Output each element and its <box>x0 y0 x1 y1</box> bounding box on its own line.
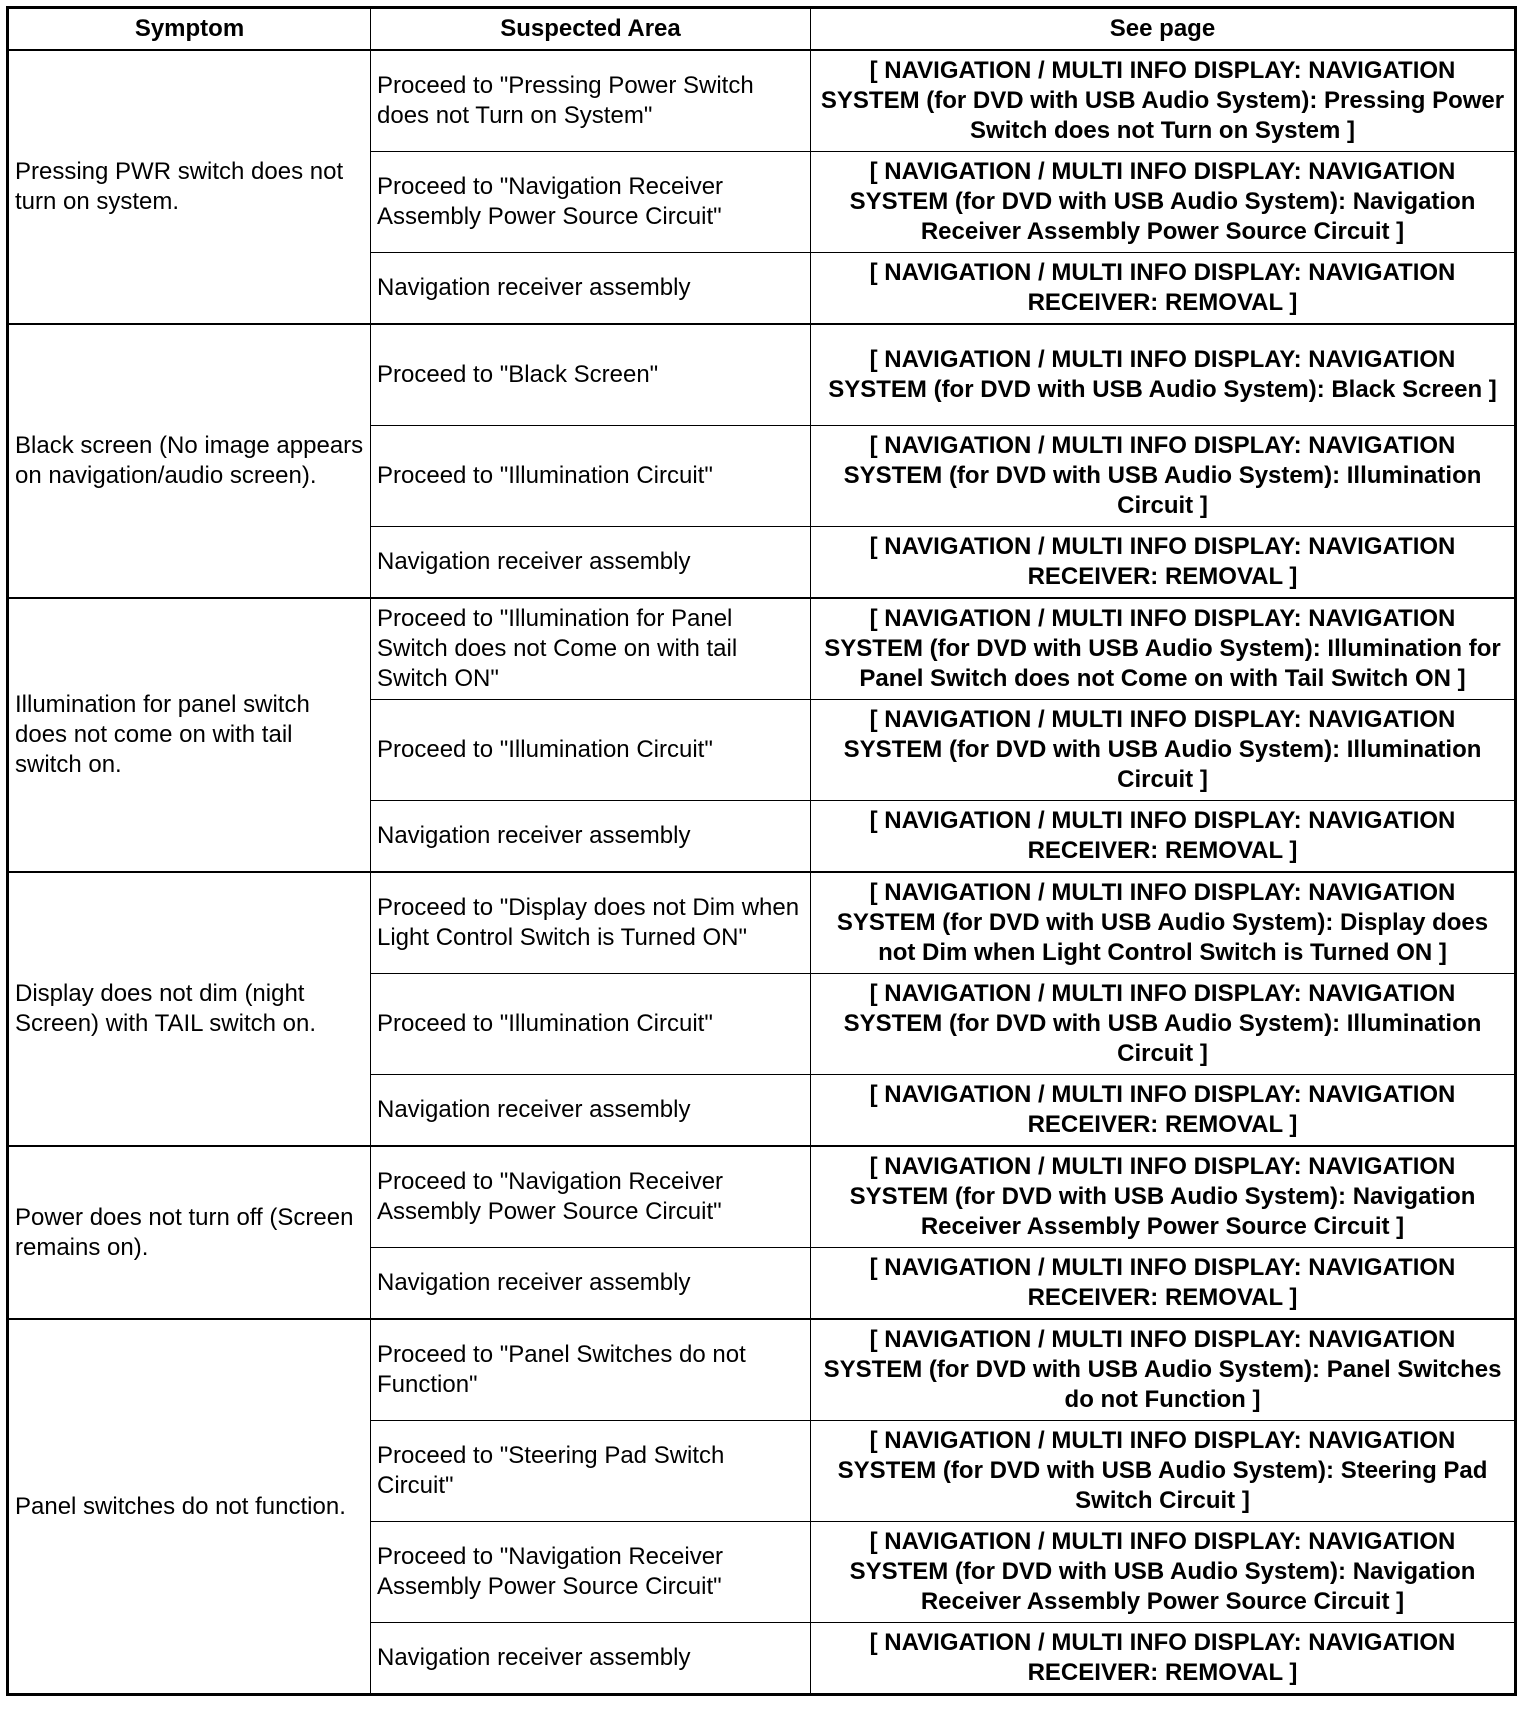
suspected-area-cell: Navigation receiver assembly <box>371 1623 811 1695</box>
suspected-area-cell: Navigation receiver assembly <box>371 1075 811 1147</box>
see-page-link[interactable]: [ NAVIGATION / MULTI INFO DISPLAY: NAVIGATION SYSTEM (for DVD with USB Audio System): Display does not Dim when Light Control Switch is Turned ON ] <box>811 872 1516 974</box>
see-page-link[interactable]: [ NAVIGATION / MULTI INFO DISPLAY: NAVIGATION SYSTEM (for DVD with USB Audio System): Navigation Receiver Assembly Power Source Circuit ] <box>811 152 1516 253</box>
header-row <box>8 8 1516 51</box>
see-page-link[interactable]: [ NAVIGATION / MULTI INFO DISPLAY: NAVIGATION SYSTEM (for DVD with USB Audio System): Illumination Circuit ] <box>811 974 1516 1075</box>
suspected-area-cell: Proceed to "Display does not Dim when Light Control Switch is Turned ON" <box>371 872 811 974</box>
see-page-link[interactable]: [ NAVIGATION / MULTI INFO DISPLAY: NAVIGATION SYSTEM (for DVD with USB Audio System): Illumination for Panel Switch does not Come on with Tail Switch ON ] <box>811 598 1516 700</box>
suspected-area-cell: Proceed to "Pressing Power Switch does not Turn on System" <box>371 50 811 152</box>
suspected-area-cell: Proceed to "Steering Pad Switch Circuit" <box>371 1421 811 1522</box>
suspected-area-cell: Navigation receiver assembly <box>371 1248 811 1320</box>
header-symptom: Symptom <box>8 8 371 51</box>
see-page-link[interactable]: [ NAVIGATION / MULTI INFO DISPLAY: NAVIGATION RECEIVER: REMOVAL ] <box>811 253 1516 325</box>
table-header <box>8 8 1516 51</box>
symptom-cell: Black screen (No image appears on navigation/audio screen). <box>8 324 371 598</box>
suspected-area-cell: Proceed to "Navigation Receiver Assembly Power Source Circuit" <box>371 1522 811 1623</box>
symptom-cell: Display does not dim (night Screen) with TAIL switch on. <box>8 872 371 1146</box>
see-page-link[interactable]: [ NAVIGATION / MULTI INFO DISPLAY: NAVIGATION RECEIVER: REMOVAL ] <box>811 527 1516 599</box>
suspected-area-cell: Proceed to "Black Screen" <box>371 324 811 426</box>
see-page-link[interactable]: [ NAVIGATION / MULTI INFO DISPLAY: NAVIGATION RECEIVER: REMOVAL ] <box>811 1075 1516 1147</box>
problem-symptoms-table <box>6 6 1517 1696</box>
see-page-link[interactable]: [ NAVIGATION / MULTI INFO DISPLAY: NAVIGATION SYSTEM (for DVD with USB Audio System): Illumination Circuit ] <box>811 426 1516 527</box>
table-body <box>8 50 1516 1695</box>
symptom-cell: Power does not turn off (Screen remains on). <box>8 1146 371 1319</box>
see-page-link[interactable]: [ NAVIGATION / MULTI INFO DISPLAY: NAVIGATION SYSTEM (for DVD with USB Audio System): Pressing Power Switch does not Turn on System ] <box>811 50 1516 152</box>
suspected-area-cell: Navigation receiver assembly <box>371 253 811 325</box>
table-row <box>8 598 1516 700</box>
suspected-area-cell: Navigation receiver assembly <box>371 801 811 873</box>
symptom-cell: Panel switches do not function. <box>8 1319 371 1695</box>
table-row <box>8 1319 1516 1421</box>
suspected-area-cell: Proceed to "Panel Switches do not Function" <box>371 1319 811 1421</box>
see-page-link[interactable]: [ NAVIGATION / MULTI INFO DISPLAY: NAVIGATION SYSTEM (for DVD with USB Audio System): Black Screen ] <box>811 324 1516 426</box>
suspected-area-cell: Proceed to "Navigation Receiver Assembly Power Source Circuit" <box>371 152 811 253</box>
suspected-area-cell: Proceed to "Illumination for Panel Switch does not Come on with tail Switch ON" <box>371 598 811 700</box>
suspected-area-cell: Proceed to "Illumination Circuit" <box>371 426 811 527</box>
suspected-area-cell: Proceed to "Illumination Circuit" <box>371 700 811 801</box>
symptom-cell: Illumination for panel switch does not come on with tail switch on. <box>8 598 371 872</box>
suspected-area-cell: Navigation receiver assembly <box>371 527 811 599</box>
see-page-link[interactable]: [ NAVIGATION / MULTI INFO DISPLAY: NAVIGATION SYSTEM (for DVD with USB Audio System): Navigation Receiver Assembly Power Source Circuit ] <box>811 1522 1516 1623</box>
see-page-link[interactable]: [ NAVIGATION / MULTI INFO DISPLAY: NAVIGATION SYSTEM (for DVD with USB Audio System): Steering Pad Switch Circuit ] <box>811 1421 1516 1522</box>
header-suspected-area: Suspected Area <box>371 8 811 51</box>
symptom-cell: Pressing PWR switch does not turn on system. <box>8 50 371 324</box>
suspected-area-cell: Proceed to "Illumination Circuit" <box>371 974 811 1075</box>
suspected-area-cell: Proceed to "Navigation Receiver Assembly Power Source Circuit" <box>371 1146 811 1248</box>
see-page-link[interactable]: [ NAVIGATION / MULTI INFO DISPLAY: NAVIGATION RECEIVER: REMOVAL ] <box>811 1248 1516 1320</box>
see-page-link[interactable]: [ NAVIGATION / MULTI INFO DISPLAY: NAVIGATION SYSTEM (for DVD with USB Audio System): Navigation Receiver Assembly Power Source Circuit ] <box>811 1146 1516 1248</box>
see-page-link[interactable]: [ NAVIGATION / MULTI INFO DISPLAY: NAVIGATION SYSTEM (for DVD with USB Audio System): Illumination Circuit ] <box>811 700 1516 801</box>
see-page-link[interactable]: [ NAVIGATION / MULTI INFO DISPLAY: NAVIGATION SYSTEM (for DVD with USB Audio System): Panel Switches do not Function ] <box>811 1319 1516 1421</box>
header-see-page: See page <box>811 8 1516 51</box>
table-row <box>8 1146 1516 1248</box>
see-page-link[interactable]: [ NAVIGATION / MULTI INFO DISPLAY: NAVIGATION RECEIVER: REMOVAL ] <box>811 1623 1516 1695</box>
table-row <box>8 324 1516 426</box>
table-row <box>8 872 1516 974</box>
table-row <box>8 50 1516 152</box>
see-page-link[interactable]: [ NAVIGATION / MULTI INFO DISPLAY: NAVIGATION RECEIVER: REMOVAL ] <box>811 801 1516 873</box>
